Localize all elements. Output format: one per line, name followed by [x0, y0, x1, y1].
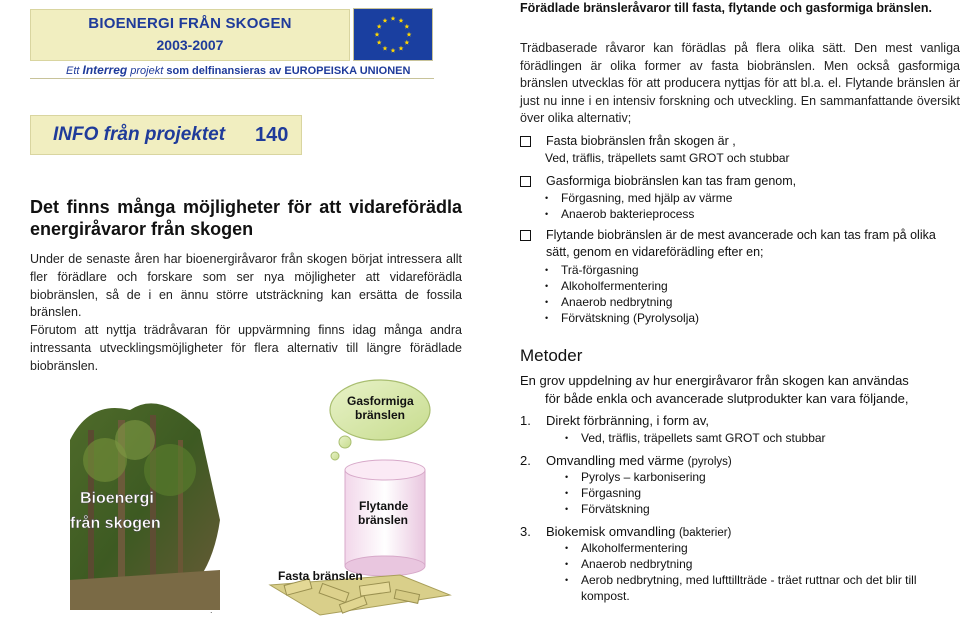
list-item: • Anaerob bakterieprocess — [545, 206, 732, 222]
list-item: • Anaerob nedbrytning — [565, 556, 960, 572]
liquid-label-1: Flytande — [359, 499, 409, 513]
right-heading: Förädlade bränsleråvaror till fasta, flytande och gasformiga bränslen. — [520, 1, 932, 15]
project-subtitle: Ett Interreg projekt som delfinansieras av EUROPEISKA UNIONEN — [66, 63, 411, 77]
list-item: • Pyrolys – karbonisering — [565, 469, 960, 485]
list-item: • Alkoholfermentering — [565, 540, 960, 556]
gas-label-1: Gasformiga — [347, 394, 414, 408]
checkbox-square-icon — [520, 176, 531, 187]
article-paragraph-2: Förutom att nyttja trädråvaran för uppvärmning finns idag många andra intressanta utvecklingsmöjligheter för flera alternativ till längre förädlade biobränslen. — [30, 323, 462, 373]
illustration-dot: . — [210, 605, 213, 615]
method-3-bullets — [565, 540, 960, 604]
solid-label: Fasta bränslen — [278, 569, 363, 583]
info-box — [30, 115, 302, 155]
gas-label-2: bränslen — [355, 408, 406, 422]
forest-label-1: Bioenergi — [80, 490, 154, 507]
list-item: • Förgasning — [565, 485, 960, 501]
checkbox-square-icon — [520, 230, 531, 241]
list-item: • Ved, träflis, träpellets samt GROT och stubbar — [565, 430, 960, 446]
info-label: INFO från projektet — [53, 124, 226, 145]
gas-text: Gasformiga biobränslen kan tas fram genom, — [546, 174, 797, 188]
flyt-text: Flytande biobränslen är de mest avancerade och kan tas fram på olika sätt, genom en vidareförädling efter en; — [546, 228, 936, 259]
forest-label-2: från skogen — [70, 515, 161, 532]
article-body — [30, 251, 462, 376]
metoder-intro-line-2: för både enkla och avancerade slutprodukter kan vara följande, — [545, 390, 909, 406]
article-title: Det finns många möjligheter för att vidareförädla energiråvaror från skogen — [30, 197, 462, 239]
list-item: • Förgasning, med hjälp av värme — [545, 190, 732, 206]
flyt-bullets — [545, 262, 699, 326]
eu-flag-icon — [353, 8, 433, 61]
right-intro: Trädbaserade råvaror kan förädlas på flera olika sätt. Den mest vanliga förädlingen är olika former av fasta biobränslen. Men också gasformiga bränslen utvecklas för att producera nyttjas för att bl.a. el. Flytande bränslen är just nu inne i en intensiv forskning och utveckling. En sammanfattande översikt över olika alternativ; — [520, 41, 960, 125]
list-item: • Trä-förgasning — [545, 262, 699, 278]
method-2-bullets — [565, 469, 960, 517]
header-divider — [30, 78, 434, 79]
metoder-intro-line-1: En grov uppdelning av hur energiråvaror från skogen kan användas — [520, 373, 909, 388]
metoder-heading: Metoder — [520, 346, 583, 365]
fasta-text: Fasta biobränslen från skogen är , — [546, 134, 736, 148]
fasta-sub: Ved, träflis, träpellets samt GROT och stubbar — [545, 151, 790, 165]
article-paragraph-1: Under de senaste åren har bioenergiråvaror från skogen börjat intressera allt fler förädlare och forskare som ser nya möjligheter att vidareförädla biobränslen, så de i en ännu större utsträckning kan ersätta de fossila bränslen. — [30, 252, 462, 320]
method-item-2: 2. Omvandling med värme (pyrolys) — [520, 453, 732, 468]
liquid-label-2: bränslen — [358, 513, 409, 527]
gas-bullets — [545, 190, 732, 222]
list-item: • Förvätskning — [565, 501, 960, 517]
checkbox-square-icon — [520, 136, 531, 147]
list-item: • Anaerob nedbrytning — [545, 294, 699, 310]
info-number: 140 — [255, 124, 289, 146]
metoder-intro — [520, 372, 960, 407]
project-years: 2003-2007 — [156, 37, 224, 53]
method-1-bullets — [565, 430, 960, 446]
bioenergy-illustration — [70, 370, 470, 620]
list-item: • Alkoholfermentering — [545, 278, 699, 294]
method-item-3: 3. Biokemisk omvandling (bakterier) — [520, 524, 732, 539]
list-item: • Förvätskning (Pyrolysolja) — [545, 310, 699, 326]
list-item: • Aerob nedbrytning, med lufttillträde - träet ruttnar och det blir till kompost. — [565, 572, 960, 604]
method-item-1: 1. Direkt förbränning, i form av, — [520, 413, 710, 428]
project-title: BIOENERGI FRÅN SKOGEN — [88, 15, 292, 32]
project-header — [30, 9, 350, 61]
